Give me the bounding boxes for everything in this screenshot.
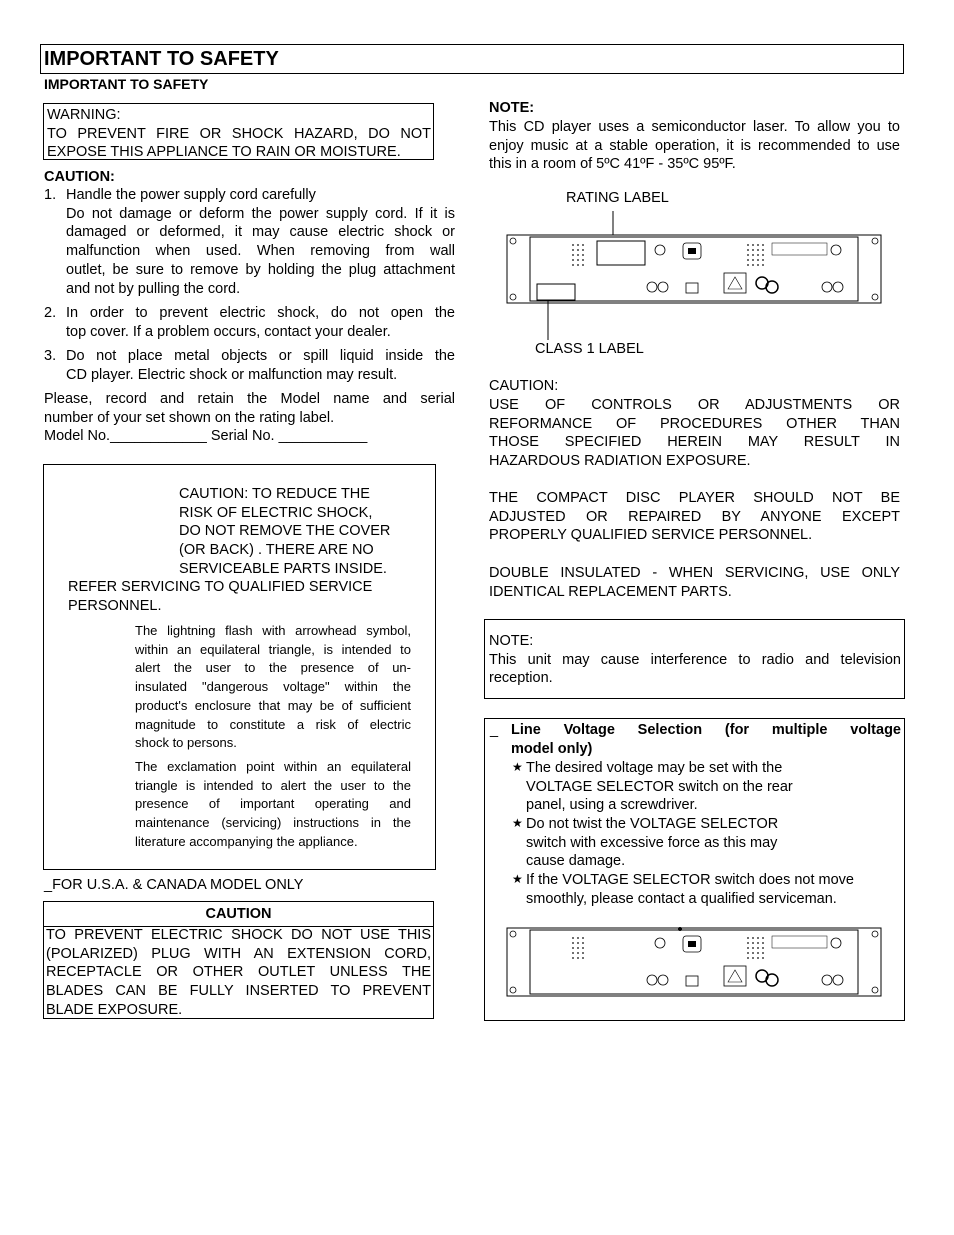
exclamation-line: The exclamation point within an equilateral (135, 759, 411, 774)
caution-item-2-num: 2. (44, 305, 57, 321)
voltage-bullet-line: cause damage. (526, 853, 626, 870)
usa-caution-line: BLADES CAN BE FULLY INSERTED TO PREVENT (46, 983, 431, 1000)
note-line: this in a room of 5ºC 41ºF - 35ºC 95ºF. (489, 156, 736, 173)
rating-label-caption: RATING LABEL (566, 190, 669, 206)
voltage-heading-line: Line Voltage Selection (for multiple voltage (511, 722, 901, 738)
caution-item-3-num: 3. (44, 348, 57, 364)
warning-line-1: TO PREVENT FIRE OR SHOCK HAZARD, DO NOT (47, 125, 431, 142)
record-line: number of your set shown on the rating label. (44, 409, 335, 426)
warning-label: WARNING: (47, 107, 121, 123)
voltage-heading-line: model only) (511, 740, 593, 757)
lightning-line: alert the user to the presence of un- (135, 660, 411, 676)
warning-line-2: EXPOSE THIS APPLIANCE TO RAIN OR MOISTURE. (47, 144, 401, 161)
star-bullet-icon: ★ (512, 760, 523, 774)
caution-item-2-line: top cover. If a problem occurs, contact your dealer. (66, 323, 391, 340)
usa-caution-line: BLADE EXPOSURE. (46, 1001, 183, 1018)
refer-servicing-text (68, 578, 408, 615)
caution-item-2 (66, 304, 455, 341)
caution-item-1-line: and not by pulling the cord. (66, 280, 241, 297)
voltage-bullet-line: VOLTAGE SELECTOR switch on the rear (526, 778, 793, 795)
refer-line: REFER SERVICING TO QUALIFIED SERVICE (68, 579, 373, 595)
interference-note-line: reception. (489, 670, 553, 687)
note-text (489, 118, 900, 174)
line-voltage-box (484, 718, 905, 1021)
usa-caution-text (46, 926, 431, 1020)
caution-item-3-line: Do not place metal objects or spill liquid inside the (66, 348, 455, 364)
voltage-bullet-line: If the VOLTAGE SELECTOR switch does not move (526, 872, 854, 888)
caution-item-1-line: Do not damage or deform the power supply cord. If it is (66, 205, 455, 222)
shock-caution-text (179, 485, 409, 579)
lightning-symbol-description (135, 622, 411, 753)
voltage-heading (511, 721, 901, 758)
radiation-line: HAZARDOUS RADIATION EXPOSURE. (489, 453, 751, 470)
rear-panel-diagram (500, 205, 890, 340)
lightning-line: within an equilateral triangle, is intended to (135, 641, 411, 657)
radiation-line: REFORMANCE OF PROCEDURES OTHER THAN (489, 415, 900, 432)
shock-caution-line: CAUTION: TO REDUCE THE (179, 486, 370, 502)
interference-note-box (484, 619, 905, 699)
caution-item-1-num: 1. (44, 187, 57, 203)
warning-box (43, 103, 434, 160)
shock-caution-line: (OR BACK) . THERE ARE NO (179, 542, 374, 559)
shock-caution-line: RISK OF ELECTRIC SHOCK, (179, 504, 373, 521)
caution-item-1-line: damaged or deformed, it may cause electric shock or (66, 224, 455, 241)
usa-caution-line: (POLARIZED) PLUG WITH AN EXTENSION CORD, (46, 945, 431, 962)
lightning-line: The lightning flash with arrowhead symbol, (135, 623, 411, 638)
record-line: Please, record and retain the Model name and serial (44, 391, 455, 407)
star-bullet-icon: ★ (512, 872, 523, 886)
service-line: ADJUSTED OR REPAIRED BY ANYONE EXCEPT (489, 508, 900, 525)
voltage-bullet-line: panel, using a screwdriver. (526, 797, 698, 814)
usa-canada-label: _FOR U.S.A. & CANADA MODEL ONLY (44, 877, 304, 893)
service-line: THE COMPACT DISC PLAYER SHOULD NOT BE (489, 490, 900, 506)
shock-caution-line: DO NOT REMOVE THE COVER (179, 523, 391, 540)
exclamation-line: triangle is intended to alert the user to the (135, 777, 411, 793)
lightning-line: insulated "dangerous voltage" within the (135, 679, 411, 695)
exclamation-line: literature accompanying the appliance. (135, 833, 358, 849)
voltage-bullet-1 (526, 759, 896, 815)
insulated-line: IDENTICAL REPLACEMENT PARTS. (489, 583, 732, 600)
class1-label-caption: CLASS 1 LABEL (535, 341, 644, 357)
lightning-line: product's enclosure that may be of sufficient (135, 697, 411, 713)
interference-note-heading: NOTE: (489, 633, 534, 649)
rating-label-rect (597, 241, 645, 265)
voltage-bullet-line: The desired voltage may be set with the (526, 760, 783, 776)
note-line: enjoy music at a stable operation, it is recommended to use (489, 137, 900, 154)
interference-note-line: This unit may cause interference to radio and television (489, 651, 901, 668)
caution-item-3 (66, 347, 455, 384)
caution-item-1-line: malfunction when used. When removing from wall (66, 243, 455, 260)
radiation-caution-text (489, 396, 900, 471)
service-personnel-text (489, 489, 900, 545)
rear-panel-voltage-diagram (505, 925, 885, 1000)
caution-right-heading: CAUTION: (489, 378, 559, 394)
polarized-plug-caution-box (43, 901, 434, 1019)
page-subtitle: IMPORTANT TO SAFETY (44, 76, 209, 92)
caution-item-1-line: Handle the power supply cord carefully (66, 187, 316, 203)
caution-item-1-line: outlet, be sure to remove by holding the plug attachment (66, 261, 455, 278)
model-serial-line: Model No.____________ Serial No. ___________ (44, 428, 368, 445)
note-heading: NOTE: (489, 100, 535, 116)
lightning-line: magnitude to constitute a risk of electric (135, 716, 411, 732)
voltage-bullet-2 (526, 815, 896, 871)
usa-caution-line: RECEPTACLE OR OTHER OUTLET UNLESS THE (46, 964, 431, 981)
double-insulated-text (489, 564, 900, 601)
shock-caution-line: SERVICEABLE PARTS INSIDE. (179, 560, 387, 577)
caution-item-3-line: CD player. Electric shock or malfunction may result. (66, 366, 398, 383)
voltage-bullet-line: Do not twist the VOLTAGE SELECTOR (526, 816, 779, 832)
usa-caution-line: TO PREVENT ELECTRIC SHOCK DO NOT USE THIS (46, 927, 431, 943)
shock-caution-box (43, 464, 436, 870)
exclamation-symbol-description (135, 758, 411, 852)
star-bullet-icon: ★ (512, 816, 523, 830)
page-title: IMPORTANT TO SAFETY (44, 48, 279, 70)
voltage-bullet-line: smoothly, please contact a qualified serviceman. (526, 890, 837, 907)
insulated-line: DOUBLE INSULATED - WHEN SERVICING, USE ONLY (489, 565, 900, 581)
caution-item-1 (66, 186, 455, 298)
caution-heading: CAUTION: (44, 169, 115, 185)
record-paragraph (44, 390, 455, 446)
lightning-line: shock to persons. (135, 735, 237, 751)
refer-line: PERSONNEL. (68, 597, 162, 614)
radiation-line: USE OF CONTROLS OR ADJUSTMENTS OR (489, 397, 900, 413)
voltage-marker: _ (490, 722, 499, 738)
service-line: PROPERLY QUALIFIED SERVICE PERSONNEL. (489, 527, 813, 544)
usa-caution-title: CAUTION (205, 906, 272, 922)
class1-label-rect (537, 284, 575, 300)
exclamation-line: maintenance (servicing) instructions in the (135, 815, 411, 831)
page-title-box (40, 44, 904, 74)
voltage-bullet-line: switch with excessive force as this may (526, 834, 778, 851)
voltage-bullet-3 (526, 871, 896, 908)
note-line: This CD player uses a semiconductor laser. To allow you to (489, 119, 900, 135)
caution-item-2-line: In order to prevent electric shock, do not open the (66, 305, 455, 321)
exclamation-line: presence of important operating and (135, 796, 411, 812)
radiation-line: THOSE SPECIFIED HEREIN MAY RESULT IN (489, 434, 900, 451)
